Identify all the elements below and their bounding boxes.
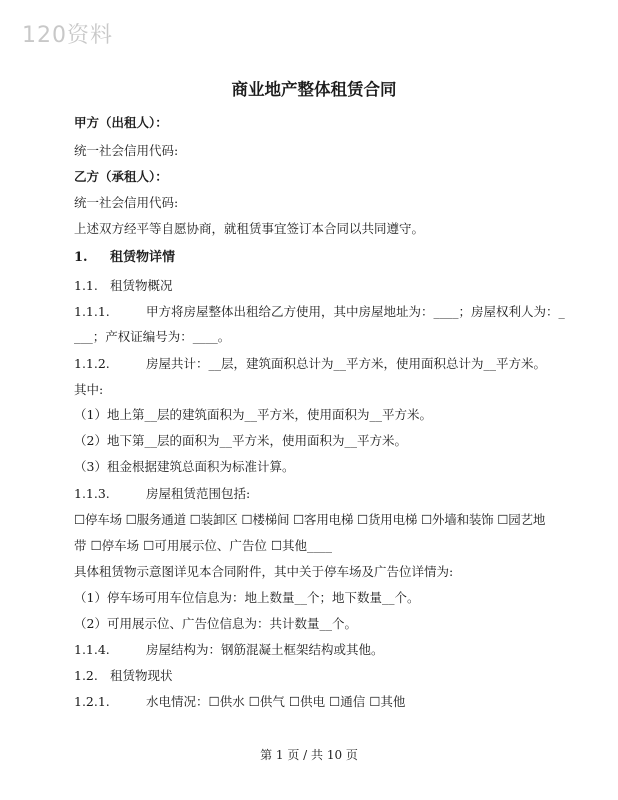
- party-b-credit-code: 统一社会信用代码:: [74, 195, 179, 210]
- page-title: 商业地产整体租赁合同: [231, 80, 397, 99]
- clause-text: 甲方将房屋整体出租给乙方使用，其中房屋地址为：____；房屋权利人为：_: [146, 304, 565, 319]
- page-footer: 第 1 页 / 共 10 页: [260, 748, 358, 762]
- diagram-note: 具体租赁物示意图详见本合同附件，其中关于停车场及广告位详情为:: [74, 564, 454, 579]
- party-b-label: 乙方（承租人）：: [74, 169, 168, 184]
- clause-1-1-1: [74, 302, 565, 320]
- clause-text: 水电情况：☐供水 ☐供气 ☐供电 ☐通信 ☐其他: [146, 694, 406, 709]
- party-a-credit-code: 统一社会信用代码:: [74, 143, 179, 158]
- list-item: （1）停车场可用车位信息为：地上数量__个；地下数量__个。: [74, 590, 420, 605]
- list-item: （3）租金根据建筑总面积为标准计算。: [74, 459, 295, 474]
- list-item: （2）地下第__层的面积为__平方米，使用面积为__平方米。: [74, 433, 407, 448]
- section-number: 1.: [74, 250, 88, 265]
- party-a-label: 甲方（出租人）：: [74, 115, 168, 130]
- intro-paragraph: 上述双方经平等自愿协商，就租赁事宜签订本合同以共同遵守。: [74, 221, 425, 236]
- section-1-2-heading: [74, 666, 173, 684]
- clause-number: 1.1.2.: [74, 356, 110, 371]
- section-number: 1.1.: [74, 278, 98, 293]
- section-1-1-heading: [74, 276, 173, 294]
- section-title: 租赁物概况: [110, 278, 173, 293]
- watermark-logo: 120资料: [22, 23, 113, 48]
- range-checkbox-line: ☐停车场 ☐服务通道 ☐装卸区 ☐楼梯间 ☐客用电梯 ☐货用电梯 ☐外墙和装饰 ☐园艺地: [74, 512, 546, 527]
- clause-number: 1.1.4.: [74, 642, 110, 657]
- clause-number: 1.1.3.: [74, 486, 110, 501]
- clause-1-1-3: [74, 484, 250, 502]
- clause-1-1-4: [74, 640, 384, 658]
- clause-text: 房屋共计：__层，建筑面积总计为__平方米，使用面积总计为__平方米。: [146, 356, 547, 371]
- clause-1-2-1: [74, 692, 405, 710]
- clause-1-1-1-continued: ___；产权证编号为：____。: [74, 329, 231, 344]
- section-title: 租赁物现状: [110, 668, 173, 683]
- clause-number: 1.2.1.: [74, 694, 110, 709]
- clause-text: 房屋结构为：钢筋混凝土框架结构或其他。: [146, 642, 384, 657]
- among-label: 其中:: [74, 382, 104, 397]
- section-title: 租赁物详情: [110, 250, 176, 265]
- list-item: （2）可用展示位、广告位信息为：共计数量__个。: [74, 616, 357, 631]
- list-item: （1）地上第__层的建筑面积为__平方米，使用面积为__平方米。: [74, 407, 432, 422]
- section-number: 1.2.: [74, 668, 98, 683]
- range-checkbox-line: 带 ☐停车场 ☐可用展示位、广告位 ☐其他____: [74, 538, 333, 553]
- clause-text: 房屋租赁范围包括:: [146, 486, 251, 501]
- clause-1-1-2: [74, 354, 546, 372]
- section-1-heading: [74, 246, 175, 265]
- clause-number: 1.1.1.: [74, 304, 110, 319]
